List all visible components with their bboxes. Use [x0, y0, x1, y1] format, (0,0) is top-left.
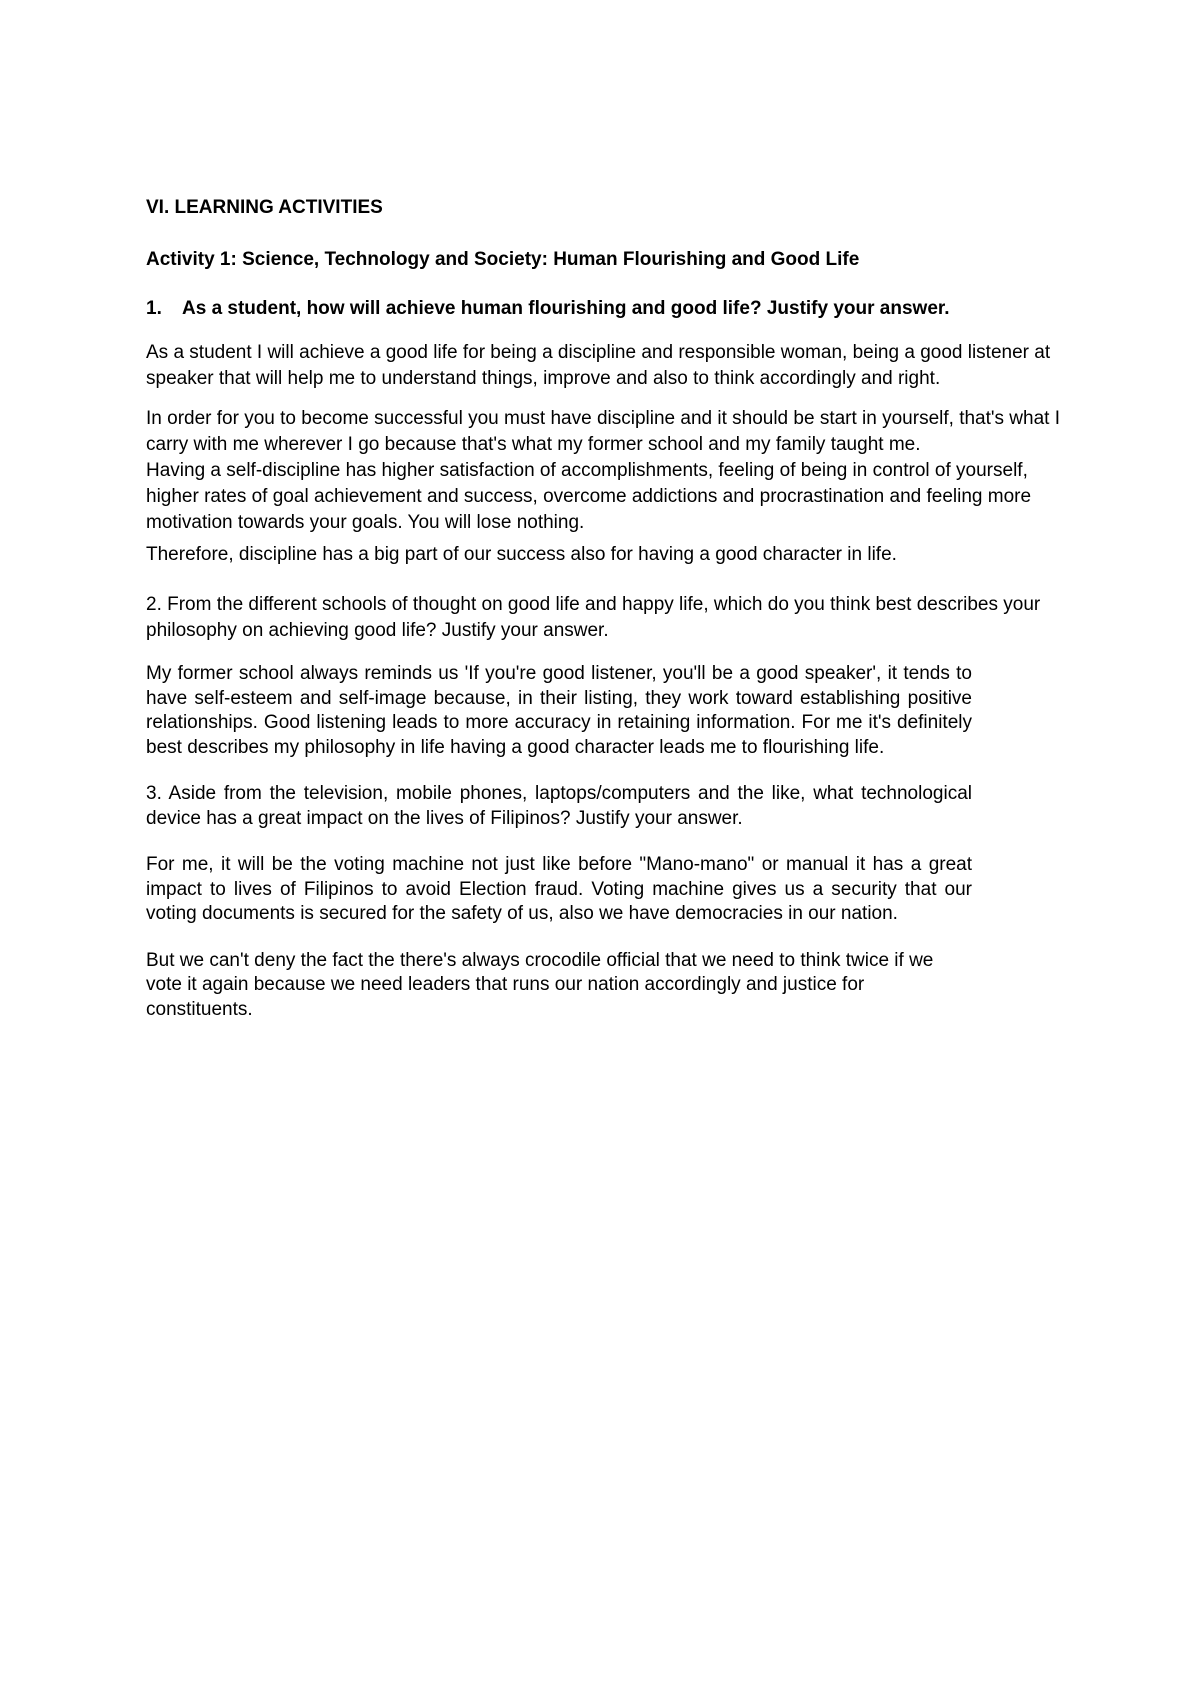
- answer-3-paragraph-2: But we can't deny the fact the there's always crocodile official that we need to think twice if we vote it again because we need leaders that runs our nation accordingly and justice for constituents.: [146, 949, 934, 1020]
- question-2: 2. From the different schools of thought on good life and happy life, which do you think best describes your philosophy on achieving good life? Justify your answer.: [146, 594, 1041, 641]
- answer-1-paragraph-3: Having a self-discipline has higher satisfaction of accomplishments, feeling of being in control of yourself, higher rates of goal achievement and success, overcome addictions and procrastination and feeling more motivation towards your goals. You will lose nothing.: [146, 460, 1032, 533]
- answer-1-paragraph-4: Therefore, discipline has a big part of our success also for having a good character in life.: [146, 544, 897, 565]
- answer-1-paragraph-2: In order for you to become successful you must have discipline and it should be start in yourself, that's what I carry with me wherever I go because that's what my former school and my family taught me.: [146, 408, 1060, 455]
- question-1-text: As a student, how will achieve human flourishing and good life? Justify your answer.: [182, 298, 950, 319]
- question-3: 3. Aside from the television, mobile phones, laptops/computers and the like, what technological device has a great impact on the lives of Filipinos? Justify your answer.: [146, 783, 972, 829]
- activity-heading: Activity 1: Science, Technology and Society: Human Flourishing and Good Life: [146, 249, 860, 270]
- question-1: [146, 296, 1066, 322]
- question-1-number: 1.: [146, 298, 162, 319]
- section-heading: VI. LEARNING ACTIVITIES: [146, 197, 383, 218]
- answer-2-paragraph: My former school always reminds us 'If you're good listener, you'll be a good speaker', it tends to have self-esteem and self-image because, in their listing, they work toward establishing positive relationships. Good listening leads to more accuracy in retaining information. For me it's definitely best describes my philosophy in life having a good character leads me to flourishing life.: [146, 663, 972, 758]
- document-body: [146, 196, 1066, 1022]
- answer-3-paragraph-1: For me, it will be the voting machine not just like before "Mano-mano" or manual it has a great impact to lives of Filipinos to avoid Election fraud. Voting machine gives us a security that our voting documents is secured for the safety of us, also we have democracies in our nation.: [146, 854, 972, 924]
- answer-1-paragraph-1: As a student I will achieve a good life for being a discipline and responsible woman, being a good listener at speaker that will help me to understand things, improve and also to think accordingly and right.: [146, 342, 1051, 389]
